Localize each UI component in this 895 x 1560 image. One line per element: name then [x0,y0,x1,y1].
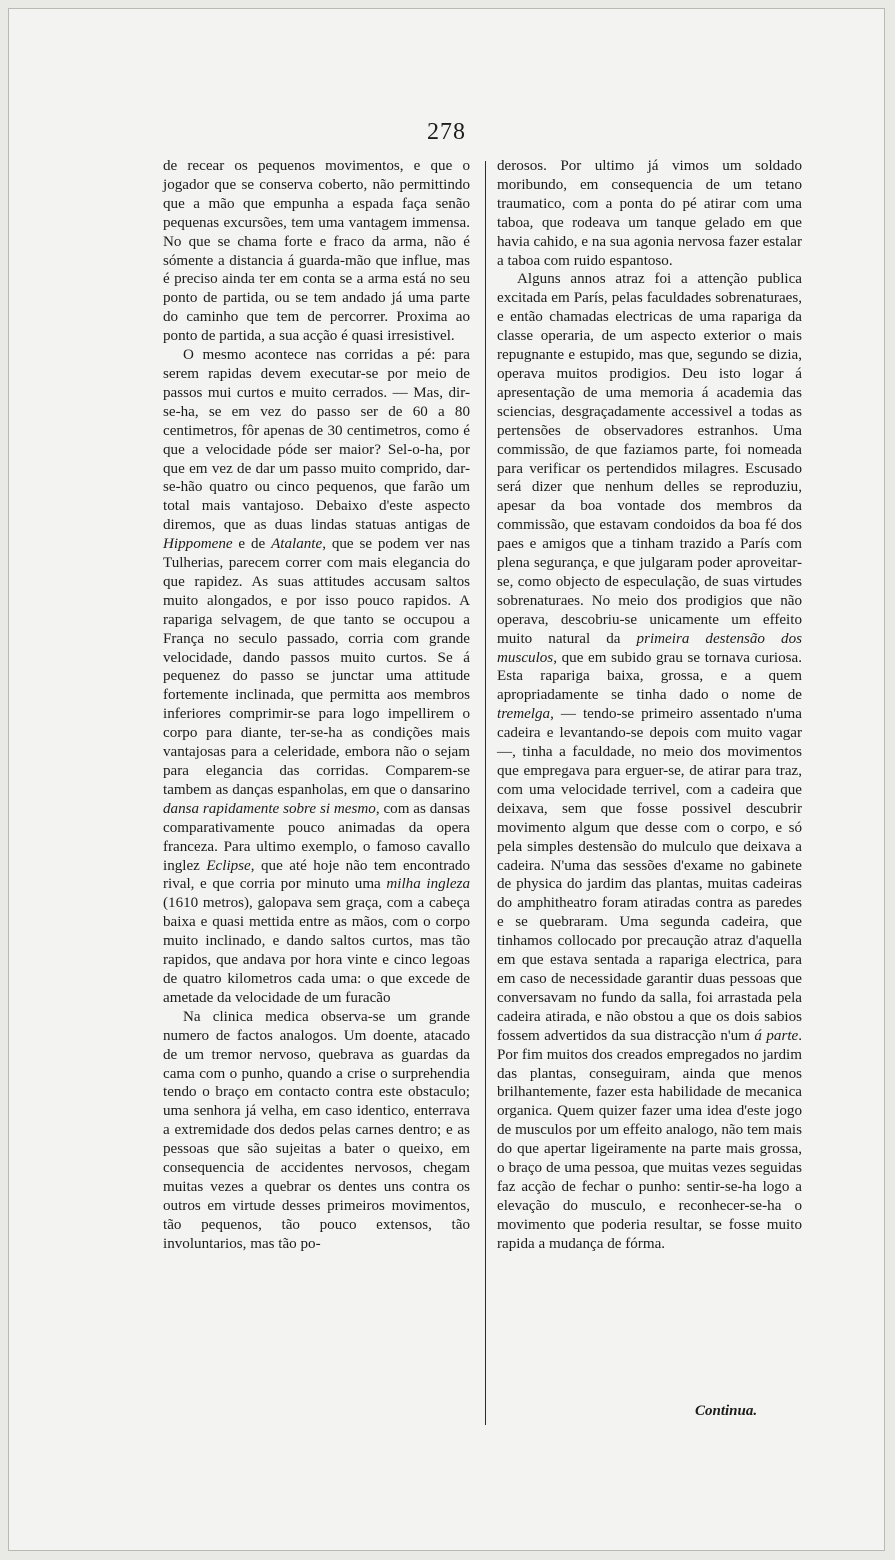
italic-term-hippomene: Hippomene [163,536,233,553]
italic-term-atalante: Atalante [271,536,323,553]
text-run: Alguns annos atraz foi a attenção publica excitada em París, pelas faculdades sobrenaturaes, e então chamadas electricas de uma rapariga da classe operaria, de um aspecto exterior o mais repugnante e estupido, mas que, segundo se dizia, operava muitos prodigios. Deu isto logar á apresentação de uma memoria á academia das sciencias, desgraçadamente accessivel a todas as pertensões de observadores estranhos. Uma commissão, de que faziamos parte, foi nomeada para verificar os pertendidos milagres. Escusado será dizer que nenhum delles se reproduziu, apesar da boa vontade dos membros da commissão, que estavam condoidos da boa fé dos paes e amigos que a tinham trazido a París com plena segurança, e que julgaram poder aproveitar-se, como objecto de especulação, de suas virtudes sobrenaturaes. No meio dos prodigios que não operava, descobriu-se unicamente um effeito muito natural da [497,271,802,647]
right-paragraph-2 [497,270,802,1253]
text-run: , com as dansas comparativamente pouco animadas da opera franceza. Para ultimo exemplo, o famoso cavallo inglez [163,800,470,874]
italic-term-dansa: dansa rapidamente sobre si mesmo [163,800,376,817]
text-run: , que até hoje não tem encontrado rival, e que corria por minuto uma [163,857,471,893]
text-run: , que em subido grau se tornava curiosa. Esta rapariga baixa, grossa, e a quem apropriadamente se tinha dado o nome de [497,649,802,704]
left-column [163,157,470,1254]
text-run: . Por fim muitos dos creados empregados no jardim das plantas, conseguiram, ainda que menos brilhantemente, fazer esta habilidade de mecanica organica. Quem quizer fazer uma idea d'este jogo de musculos por um effeito analogo, não tem mais do que apertar ligeiramente na parte mais grossa, o braço de uma pessoa, que muitas vezes seguidas faz acção de fechar o punho: sentir-se-ha logo a elevação do musculo, e reconhecer-se-ha o movimento que poderia resultar, se fosse muito rapida a mudança de fórma. [497,1027,803,1252]
italic-term-milha: milha ingleza [386,876,470,893]
left-paragraph-2 [163,346,470,1008]
text-run: , que se podem ver nas Tulherias, parecem correr com mais elegancia do que rapidez. As suas attitudes accusam saltos muito alongados, e por isso pouco rapidos. A rapariga selvagem, de que tanto se occupou a França no seculo passado, corria com grande velocidade, dando passos muito curtos. Se á pequenez do passo se junctar uma attitude fortemente inclinada, que permitta aos membros inferiores comprimir-se para logo impellirem o corpo para diante, ter-se-ha as condições mais vantajosas para a celeridade, embora não o sejam para elegancia das corridas. Comparem-se tambem as danças espanholas, em que o dansarino [163,536,470,798]
column-divider [485,161,486,1425]
italic-term-a-parte: á parte [754,1027,799,1044]
text-run: O mesmo acontece nas corridas a pé: para serem rapidas devem executar-se por meio de passos mui curtos e muito cerrados. — Mas, dir-se-ha, se em vez do passo ser de 60 a 80 centimetros, fôr apenas de 30 centimetros, como é que a velocidade póde ser maior? Sel-o-ha, por que em vez de dar um passo muito comprido, dar-se-hão quatro ou cinco pequenos, que farão um total mais vantajoso. Debaixo d'este aspecto diremos, que as duas lindas statuas antigas de [163,347,470,534]
page-number: 278 [427,119,466,145]
text-run: e de [232,536,272,553]
right-column [497,157,802,1254]
page-sheet [8,8,885,1551]
left-paragraph-3: Na clinica medica observa-se um grande numero de factos analogos. Um doente, atacado de um tremor nervoso, quebrava as guardas da cama com o punho, quando a crise o surprehendia tendo o braço em contacto contra este obstaculo; uma senhora já velha, em caso identico, enterrava a extremidade dos dedos pelas carnes dentro; e as pessoas que são sujeitas a bater o queixo, em consequencia de accidentes nervosos, chegam muitas vezes a quebrar os dentes uns contra os outros em virtude desses primeiros movimentos, tão pequenos, tão pouco extensos, tão involuntarios, mas tão po- [163,1008,470,1252]
text-run: (1610 metros), galopava sem graça, com a cabeça baixa e quasi mettida entre as mãos, com o corpo muito inclinado, e dando saltos curtos, mas tão rapidos, que andava por hora vinte e cinco legoas de quatro kilometros cada uma: o que excede de ametade da velocidade de um furacão [163,895,470,1006]
continua-label: Continua. [695,1403,758,1419]
italic-term-eclipse: Eclipse [206,857,251,874]
text-run: , — tendo-se primeiro assentado n'uma cadeira e levantando-se depois com muito vagar —, tinha a faculdade, no meio dos movimentos que empregava para erguer-se, de atirar para traz, com uma velocidade terrivel, com a cadeira que deixava, sem que fosse possivel descubrir movimento algum que desse com o corpo, e só pela simples destensão do mulculo que deixava a cadeira. N'uma das sessões d'exame no gabinete de physica do jardim das plantas, muitas cadeiras do amphitheatro foram atiradas contra as paredes e se quebraram. Uma segunda cadeira, que tinhamos collocado por precaução atraz d'aquella em que estava sentada a rapariga electrica, para em caso de necessidade garantir duas pessoas que conversavam no fundo da salla, foi arrastada pela cadeira atirada, e não obstou a que os dois sabios fossem advertidos da sua distracção n'um [497,706,802,1044]
italic-term-tremelga: tremelga [497,706,551,723]
right-paragraph-1: derosos. Por ultimo já vimos um soldado moribundo, em consequencia de um tetano traumatico, com a ponta do pé atirar com uma taboa, que rodeava um tanque gelado em que havia cahido, e na sua agonia nervosa fazer estalar a taboa com ruido espantoso. [497,158,802,269]
italic-term-destensao: primeira destensão dos musculos [497,630,802,666]
left-paragraph-1: de recear os pequenos movimentos, e que o jogador que se conserva coberto, não permittindo que a mão que empunha a espada faça senão pequenas excursões, tem uma vantagem immensa. No que se chama forte e fraco da arma, não é sómente a distancia á guarda-mão que influe, mas é preciso ainda ter em conta se a arma está no seu ponto de partida, ou se tem andado já uma parte do caminho que tem de percorrer. Proxima ao ponto de partida, a sua acção é quasi irresistivel. [163,158,470,345]
